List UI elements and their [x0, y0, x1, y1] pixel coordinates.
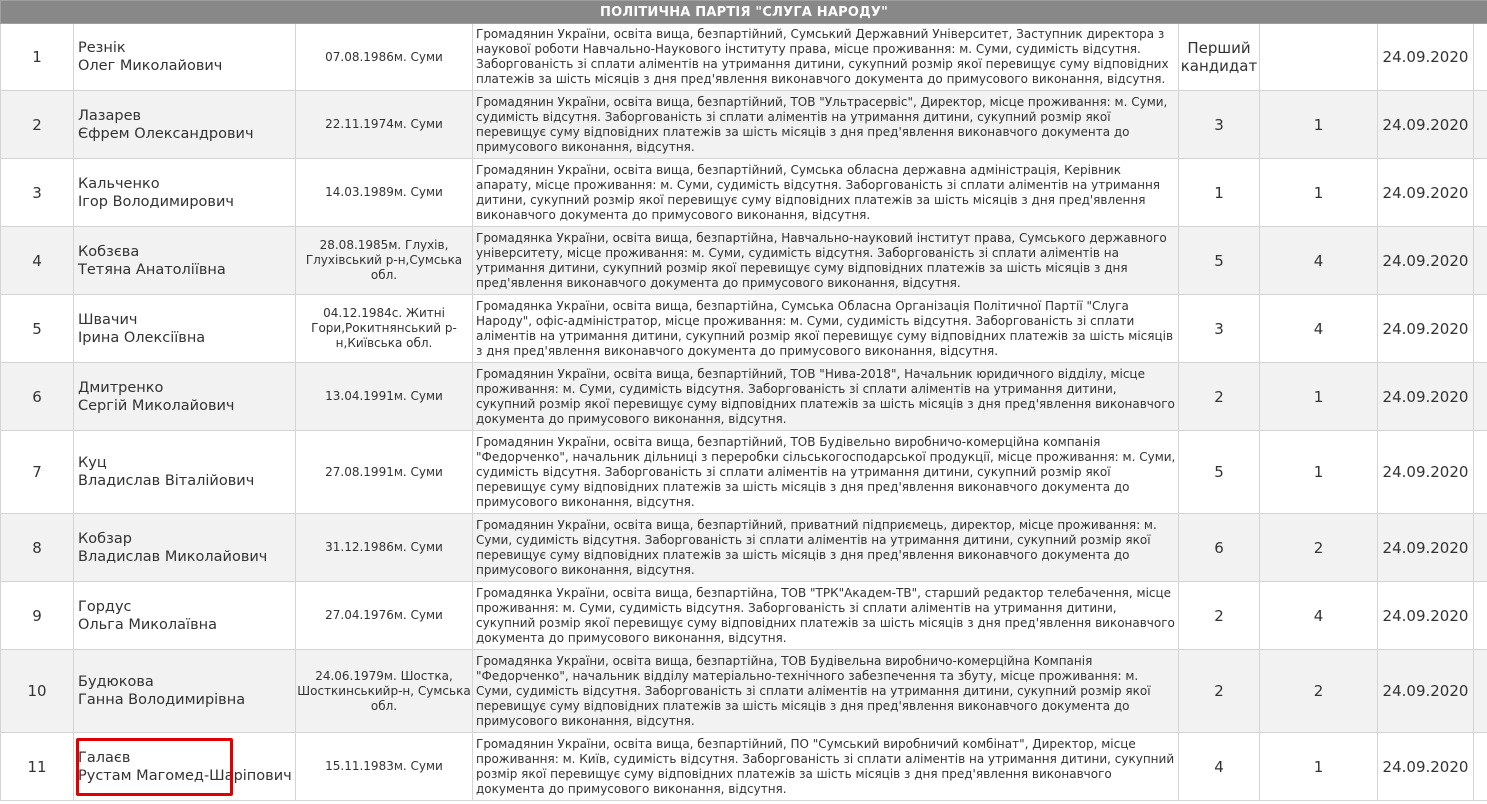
birth-place-line: м. Суми — [393, 389, 443, 403]
candidate-number: 1 — [1, 24, 74, 91]
highlight-box — [76, 738, 233, 796]
birth-place-line: м. Суми — [393, 540, 443, 554]
candidate-surname: Кобзєва — [78, 243, 140, 260]
list-position: 2 — [1179, 582, 1260, 650]
candidate-given-names: Ганна Володимирівна — [78, 692, 246, 708]
table-row — [1, 295, 1487, 363]
candidate-rows — [1, 24, 1487, 801]
table-row — [1, 363, 1487, 431]
extra-column — [1474, 582, 1487, 650]
table-row — [1, 24, 1487, 91]
birth-date: 07.08.1986 — [325, 49, 394, 64]
birth-info — [296, 227, 473, 295]
registration-date: 24.09.2020 — [1378, 650, 1474, 733]
table-row — [1, 431, 1487, 514]
candidate-number: 7 — [1, 431, 74, 514]
district-number: 2 — [1260, 514, 1378, 582]
extra-column — [1474, 295, 1487, 363]
birth-place-line: м. Суми — [393, 608, 443, 622]
candidate-number: 3 — [1, 159, 74, 227]
birth-place-line: м. Суми — [393, 49, 443, 64]
candidate-name — [74, 431, 296, 514]
birth-info — [296, 295, 473, 363]
birth-place-line: Сумська обл. — [370, 253, 463, 282]
birth-place-line: м. Шостка, Шосткинський — [297, 668, 453, 698]
birth-place-line: р-н, Сумська обл. — [370, 683, 471, 713]
district-number: 1 — [1260, 363, 1378, 431]
birth-place-line: м. Суми — [393, 464, 443, 479]
list-position: 2 — [1179, 363, 1260, 431]
table-row — [1, 650, 1487, 733]
list-position: 3 — [1179, 91, 1260, 159]
birth-info — [296, 159, 473, 227]
candidate-number: 10 — [1, 650, 74, 733]
extra-column — [1474, 227, 1487, 295]
birth-info — [296, 650, 473, 733]
candidate-given-names: Ігор Володимирович — [78, 193, 234, 210]
extra-column — [1474, 514, 1487, 582]
district-number: 1 — [1260, 91, 1378, 159]
district-number: 1 — [1260, 431, 1378, 514]
registration-date: 24.09.2020 — [1378, 159, 1474, 227]
district-number: 4 — [1260, 295, 1378, 363]
candidate-name — [74, 363, 296, 431]
list-position: Перший кандидат — [1179, 24, 1260, 91]
candidate-given-names: Сергій Миколайович — [78, 397, 235, 414]
candidate-surname: Резнік — [78, 40, 126, 56]
candidate-surname: Галаєв — [78, 749, 131, 766]
candidate-bio: Громадянка України, освіта вища, безпартійна, Сумська Обласна Організація Політичної Партії "Слуга Народу", офіс-адміністратор, місце проживання: м. Суми, судимість відсутня. Заборгованість зі сплати аліментів на утримання дитини, сукупний розмір якої перевищує суму відповідних платежів за шість місяців з дня пред'явлення виконавчого документа до примусового виконання, відсутня. — [473, 295, 1179, 363]
registration-date: 24.09.2020 — [1378, 227, 1474, 295]
extra-column — [1474, 363, 1487, 431]
district-number: 1 — [1260, 159, 1378, 227]
district-number: 1 — [1260, 733, 1378, 801]
list-position: 4 — [1179, 733, 1260, 801]
district-number: 4 — [1260, 227, 1378, 295]
candidate-surname: Кобзар — [78, 530, 132, 547]
list-position: 5 — [1179, 431, 1260, 514]
party-title: ПОЛІТИЧНА ПАРТІЯ "СЛУГА НАРОДУ" — [1, 1, 1487, 24]
registration-date: 24.09.2020 — [1378, 295, 1474, 363]
registration-date: 24.09.2020 — [1378, 363, 1474, 431]
birth-place-line: Рокитнянський р-н, — [335, 321, 457, 350]
birth-place-line: с. Житні Гори, — [311, 306, 445, 335]
table-row — [1, 91, 1487, 159]
candidate-number: 8 — [1, 514, 74, 582]
extra-column — [1474, 650, 1487, 733]
candidate-bio: Громадянка України, освіта вища, безпартійна, ТОВ Будівельна виробничо-комерційна Компанія "Федорченко", начальник відділу матеріально-технічного забезпечення та збуту, місце проживання: м. Суми, судимість відсутня. Заборгованість зі сплати аліментів на утримання дитини, сукупний розмір якої перевищує суму відповідних платежів за шість місяців з дня пред'явлення виконавчого документа до примусового виконання, відсутня. — [473, 650, 1179, 733]
candidate-surname: Кальченко — [78, 175, 160, 192]
birth-date: 27.08.1991 — [325, 464, 394, 479]
district-number — [1260, 24, 1378, 91]
table-row — [1, 733, 1487, 801]
registration-date: 24.09.2020 — [1378, 431, 1474, 514]
candidate-given-names: Ольга Миколаївна — [78, 616, 217, 633]
birth-date: 24.06.1979 — [315, 668, 384, 683]
candidate-name — [74, 91, 296, 159]
birth-info — [296, 24, 473, 91]
birth-date: 14.03.1989 — [325, 185, 394, 199]
candidate-number: 6 — [1, 363, 74, 431]
candidate-given-names: Владислав Миколайович — [78, 548, 268, 565]
registration-date: 24.09.2020 — [1378, 733, 1474, 801]
extra-column — [1474, 431, 1487, 514]
registration-date: 24.09.2020 — [1378, 582, 1474, 650]
candidate-name — [74, 295, 296, 363]
candidate-given-names: Владислав Віталійович — [78, 473, 255, 489]
table-row — [1, 227, 1487, 295]
birth-date: 04.12.1984 — [323, 306, 392, 320]
candidate-given-names: Олег Миколайович — [78, 58, 223, 74]
birth-place-line: м. Суми — [393, 185, 443, 199]
candidate-name — [74, 159, 296, 227]
birth-info — [296, 514, 473, 582]
list-position: 2 — [1179, 650, 1260, 733]
candidate-given-names: Ірина Олексіївна — [78, 329, 206, 346]
candidate-name — [74, 227, 296, 295]
list-position: 1 — [1179, 159, 1260, 227]
extra-column — [1474, 91, 1487, 159]
birth-info — [296, 431, 473, 514]
birth-date: 31.12.1986 — [325, 540, 394, 554]
birth-date: 22.11.1974 — [325, 117, 394, 131]
candidate-number: 2 — [1, 91, 74, 159]
candidate-name — [74, 24, 296, 91]
extra-column — [1474, 159, 1487, 227]
registration-date: 24.09.2020 — [1378, 24, 1474, 91]
candidate-bio: Громадянка України, освіта вища, безпартійна, ТОВ "ТРК"Академ-ТВ", старший редактор телебачення, місце проживання: м. Суми, судимість відсутня. Заборгованість зі сплати аліментів на утримання дитини, сукупний розмір якої перевищує суму відповідних платежів за шість місяців з дня пред'явлення виконавчого документа до примусового виконання, відсутня. — [473, 582, 1179, 650]
candidate-surname: Лазарев — [78, 107, 142, 124]
candidate-bio: Громадянин України, освіта вища, безпартійний, ПО "Сумський виробничий комбінат", Директор, місце проживання: м. Київ, судимість відсутня. Заборгованість зі сплати аліментів на утримання дитини, сукупний розмір якої перевищує суму відповідних платежів за шість місяців з дня пред'явлення виконавчого документа до примусового виконання, відсутня. — [473, 733, 1179, 801]
candidate-bio: Громадянин України, освіта вища, безпартійний, Сумська обласна державна адміністрація, Керівник апарату, місце проживання: м. Суми, судимість відсутня. Заборгованість зі сплати аліментів на утримання дитини, сукупний розмір якої перевищує суму відповідних платежів за шість місяців з дня пред'явлення виконавчого документа до примусового виконання, відсутня. — [473, 159, 1179, 227]
candidate-bio: Громадянин України, освіта вища, безпартійний, ТОВ "Нива-2018", Начальник юридичного відділу, місце проживання: м. Суми, судимість відсутня. Заборгованість зі сплати аліментів на утримання дитини, сукупний розмір якої перевищує суму відповідних платежів за шість місяців з дня пред'явлення виконавчого документа до примусового виконання, відсутня. — [473, 363, 1179, 431]
birth-date: 27.04.1976 — [325, 608, 394, 622]
birth-place-line: м. Суми — [393, 759, 443, 773]
candidate-name — [74, 650, 296, 733]
candidate-given-names: Єфрем Олександрович — [78, 125, 254, 142]
extra-column — [1474, 733, 1487, 801]
birth-place-line: м. Глухів, Глухівський р-н, — [305, 238, 449, 267]
birth-date: 13.04.1991 — [325, 389, 394, 403]
extra-column — [1474, 24, 1487, 91]
birth-info — [296, 91, 473, 159]
candidate-bio: Громадянин України, освіта вища, безпартійний, Сумський Державний Університет, Заступник директора з наукової роботи Навчально-Наукового інституту права, місце проживання: м. Суми, судимість відсутня. Заборгованість зі сплати аліментів на утримання дитини, сукупний розмір якої перевищує суму відповідних платежів за шість місяців з дня пред'явлення виконавчого документа до примусового виконання, відсутня. — [473, 24, 1179, 91]
birth-info — [296, 582, 473, 650]
candidate-number: 5 — [1, 295, 74, 363]
table-row — [1, 582, 1487, 650]
candidate-number: 9 — [1, 582, 74, 650]
candidate-number: 11 — [1, 733, 74, 801]
district-number: 2 — [1260, 650, 1378, 733]
birth-date: 15.11.1983 — [325, 759, 394, 773]
candidate-bio: Громадянин України, освіта вища, безпартійний, приватний підприємець, директор, місце проживання: м. Суми, судимість відсутня. Заборгованість зі сплати аліментів на утримання дитини, сукупний розмір якої перевищує суму відповідних платежів за шість місяців з дня пред'явлення виконавчого документа до примусового виконання, відсутня. — [473, 514, 1179, 582]
list-position: 5 — [1179, 227, 1260, 295]
list-position: 3 — [1179, 295, 1260, 363]
candidate-surname: Швачич — [78, 311, 138, 328]
candidate-number: 4 — [1, 227, 74, 295]
candidate-bio: Громадянин України, освіта вища, безпартійний, ТОВ Будівельно виробничо-комерційна компанія "Федорченко", начальник дільниці з переробки сільськогосподарської продукції, місце проживання: м. Суми, судимість відсутня. Заборгованість зі сплати аліментів на утримання дитини, сукупний розмір якої перевищує суму відповідних платежів за шість місяців з дня пред'явлення виконавчого документа до примусового виконання, відсутня. — [473, 431, 1179, 514]
list-position: 6 — [1179, 514, 1260, 582]
candidate-surname: Куц — [78, 455, 107, 471]
candidate-bio: Громадянка України, освіта вища, безпартійна, Навчально-науковий інститут права, Сумського державного університету, місце проживання: м. Суми, судимість відсутня. Заборгованість зі сплати аліментів на утримання дитини, сукупний розмір якої перевищує суму відповідних платежів за шість місяців з дня пред'явлення виконавчого документа до примусового виконання, відсутня. — [473, 227, 1179, 295]
birth-info — [296, 363, 473, 431]
candidate-name — [74, 733, 296, 801]
candidate-surname: Дмитренко — [78, 379, 164, 396]
registration-date: 24.09.2020 — [1378, 514, 1474, 582]
candidate-given-names: Рустам Магомед-Шаріпович — [78, 767, 292, 784]
birth-date: 28.08.1985 — [319, 238, 389, 252]
birth-place-line: Київська обл. — [347, 336, 433, 350]
candidate-given-names: Тетяна Анатоліївна — [78, 261, 226, 278]
candidate-name — [74, 514, 296, 582]
birth-place-line: м. Суми — [393, 117, 443, 131]
registration-date: 24.09.2020 — [1378, 91, 1474, 159]
candidate-surname: Будюкова — [78, 674, 154, 690]
table-row — [1, 159, 1487, 227]
candidate-name — [74, 582, 296, 650]
district-number: 4 — [1260, 582, 1378, 650]
candidate-bio: Громадянин України, освіта вища, безпартійний, ТОВ "Ультрасервіс", Директор, місце проживання: м. Суми, судимість відсутня. Заборгованість зі сплати аліментів на утримання дитини, сукупний розмір якої перевищує суму відповідних платежів за шість місяців з дня пред'явлення виконавчого документа до примусового виконання, відсутня. — [473, 91, 1179, 159]
table-row — [1, 514, 1487, 582]
birth-info — [296, 733, 473, 801]
candidate-surname: Гордус — [78, 598, 132, 615]
